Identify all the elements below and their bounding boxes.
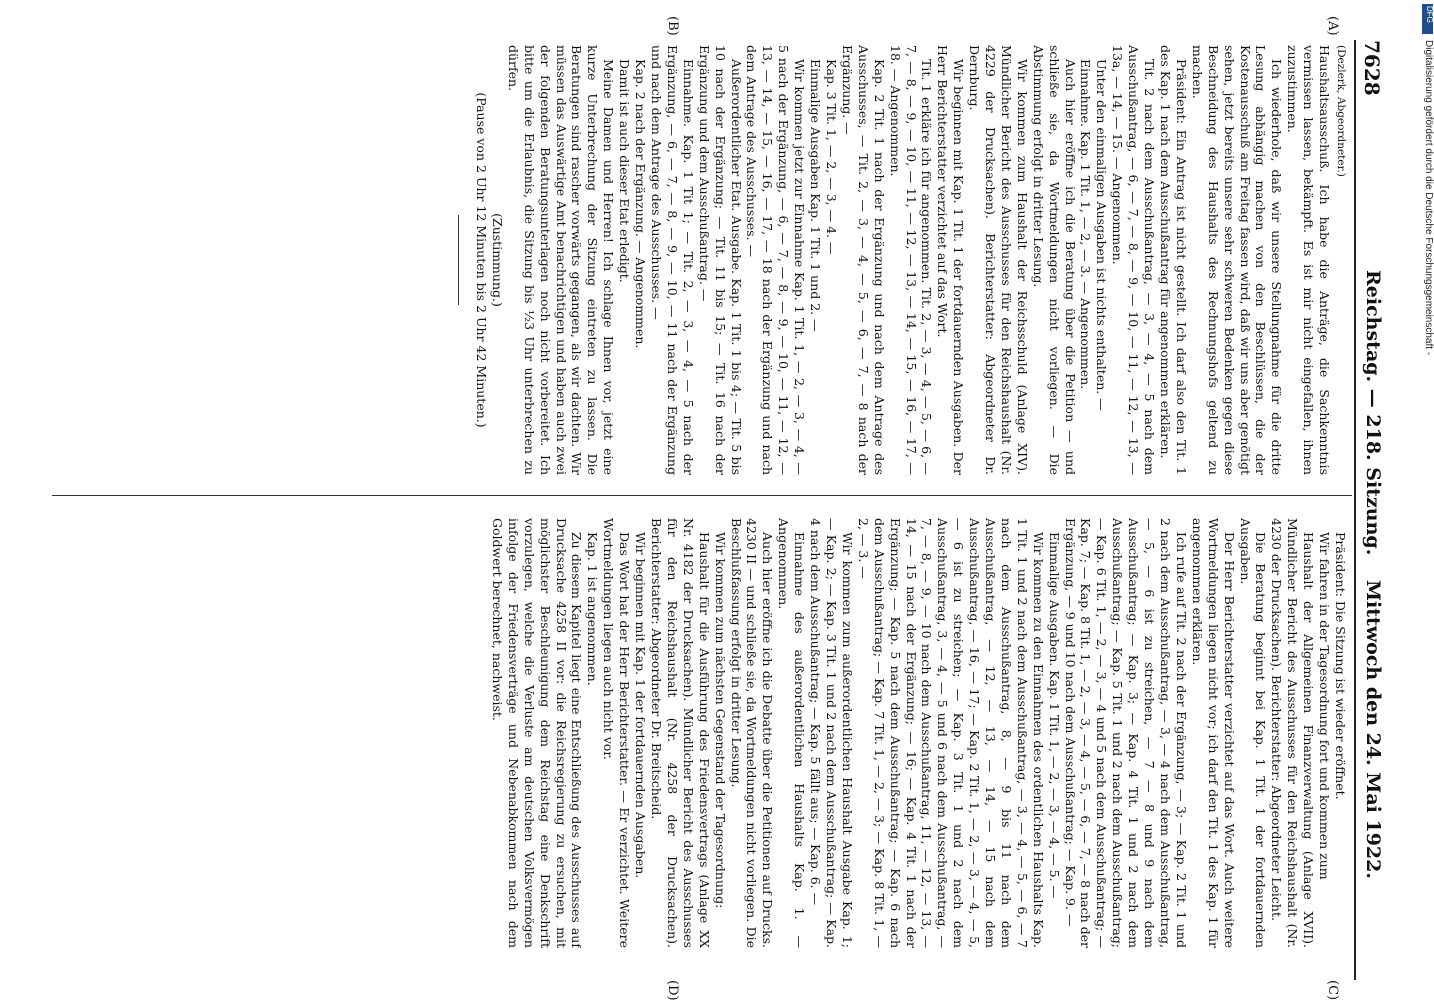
header-date: Mittwoch den 24. Mai 1922. (1362, 580, 1384, 879)
margin-letter-b: (B) (665, 16, 680, 36)
paragraph: Tit. 1 erkläre ich für angenommen. Tit. 2, — 3, — 4, — 5, — 6, — 7, — 8, — 9, — 10, — 11, — 12, — 13, — 14, — 15, — 16, — 17, — 18. — Angenommen. (887, 45, 935, 475)
paragraph: Wir beginnen mit Kap. 1 der fortdauernden Ausgaben. (633, 532, 649, 879)
paragraph: Kap. 1 ist angenommen. (585, 532, 601, 686)
rotated-page (20, 0, 1400, 1000)
dfg-logo: DFG (1422, 4, 1433, 34)
paragraph: Haushaltsausschuß. Ich habe die Anträge, die Sachkenntnis vermissen lassen, bekämpft. Es ist mir nicht eingefallen, ihnen zuzustimmen. (1285, 45, 1333, 475)
paragraph: Wir kommen zum Haushalt der Reichsschuld (Anlage XIV). Mündlicher Bericht des Ausschusses für den Reichshaushalt (Nr. 4229 der Drucksachen). Berichterstatter: Abgeordneter Dr. Dernburg. (967, 45, 1030, 475)
paragraph: Auch hier eröffne ich die Debatte über die Petitionen auf Drucks. 4230 II — und schließe sie, da Wortmeldungen nicht vorliegen. Die Beschlußfassung erfolgt in dritter Lesung. (728, 518, 776, 948)
paragraph: Ich wiederhole, daß wir unsere Stellungnahme für die dritte Lesung abhängig machen von den Beschlüssen, die der Kostenausschuß am Freitag fassen wird, daß wir uns aber genötigt sehen, jetzt bereits unsere sehr schweren Bedenken gegen diese Beschneidung des Haushalts des Rechnungshofs geltend zu machen. (1189, 45, 1285, 475)
page-number: 7628 (1360, 40, 1384, 96)
paragraph: Das Wort hat der Herr Berichterstatter. — Er verzichtet. Weitere Wortmeldungen liegen auch nicht vor. (601, 518, 633, 948)
speaker-note: (Dezlerk, Abgeordneter.) (1335, 45, 1347, 177)
margin-letter-d: (D) (665, 980, 680, 1001)
paragraph: Ich rufe auf Tit. 2 nach der Ergänzung, — 3; — Kap. 2 Tit. 1 und 2 nach dem Ausschußantrag, — 3, — 4 nach dem Ausschußantrag, — 5, — 6 ist zu streichen, — 7 — 8 und 9 nach dem Ausschußantrag; — Kap. 3; — Kap. 4 Tit. 1 und 2 nach dem Ausschußantrag; — Kap. 5 Tit. 1 und 2 nach dem Ausschußantrag; — Kap. 6 Tit. 1, — 2, — 3, — 4 und 5 nach dem Ausschußantrag; — Kap. 7; — Kap. 8 Tit. 1, — 2, — 3, — 4, — 5, — 6, — 7, — 8 nach der Ergänzung, — 9 und 10 nach dem Ausschußantrag; — Kap. 9. — (1062, 518, 1189, 948)
margin-letter-c: (C) (1325, 980, 1340, 1001)
paragraph: Die Beratung beginnt bei Kap. 1 Tit. 1 der fortdauernden Ausgaben. (1237, 518, 1269, 948)
applause-note: (Zustimmung.) (489, 213, 505, 307)
section-rule (458, 215, 459, 305)
column-divider (52, 495, 1352, 496)
paragraph: Kap. 2 nach der Ergänzung. — Angenommen. (633, 59, 649, 349)
paragraph: Der Herr Berichterstatter verzichtet auf das Wort. Auch weitere Wortmeldungen liegen nicht vor; ich darf den Tit. 1 des Kap. 1 für angenommen erklären. (1189, 518, 1237, 948)
paragraph: Haushalt für die Ausführung des Friedensvertrags (Anlage XX Nr. 4182 der Drucksachen). Mündlicher Bericht des Ausschusses für den Reichshaushalt (Nr. 4258 der Drucksachen). Berichterstatter: Abgeordneter Dr. Breitscheid. (649, 518, 712, 948)
paragraph: Einmalige Ausgaben. Kap. 1 Tit. 1, — 2, — 3, — 4, — 5. — (1046, 532, 1062, 899)
page-header (1358, 40, 1392, 1000)
paragraph: Damit ist auch dieser Etat erledigt. (617, 59, 633, 283)
paragraph: Wir kommen zu den Einnahmen des ordentlichen Haushalts Kap. 1 Tit. 1 und 2 nach dem Ausschußantrag, — 3, — 4, — 5, — 6, — 7 nach dem Ausschußantrag, 8, — 9 bis 11 nach dem Ausschußantrag, — 12, — 13, — 14, — 15 nach dem Ausschußantrag, — 16, — 17; — Kap. 2 Tit. 1, — 2, — 3, — 4, — 5, — 6 ist zu streichen; — Kap. 3 Tit. 1 und 2 nach dem Ausschußantrag, 3, — 4, — 5 und 6 nach dem Ausschußantrag, — 7, — 8, — 9, — 10 nach dem Ausschußantrag, 11, — 12, — 13, — 14, — 15 nach der Ergänzung; — 16; — Kap. 4 Tit. 1 nach der Ergänzung; — Kap. 5 nach dem Ausschußantrag; — Kap. 6 nach dem Ausschußantrag; — Kap. 7 Tit. 1, — 2, — 3; — Kap. 8 Tit. 1, — 2, — 3. — (855, 518, 1046, 948)
paragraph: Kap. 3 Tit. 1, — 2, — 3, — 4. — (824, 59, 839, 255)
paragraph: Präsident: Ein Antrag ist nicht gestellt. Ich darf also den Tit. 1 des Kap. 1 nach dem Ausschußantrag für angenommen erklären. (1158, 45, 1189, 475)
paragraph: Außerordentlicher Etat. Ausgabe. Kap. 1 Tit. 1 bis 4; — Tit. 5 bis 10 nach der Ergänzung; — Tit. 11 bis 15; — Tit. 16 nach der Ergänzung und dem Ausschußantrag. — (696, 45, 744, 475)
paragraph: Meine Damen und Herren! Ich schlage Ihnen vor, jetzt eine kurze Unterbrechung der Sitzung eintreten zu lassen. Die Beratungen sind rascher vorwärts gegangen, als wir dachten. Wir müssen das Auswärtige Amt benachrichtigen und haben auch zwei der folgenden Beratungsunterlagen noch nicht vorbereitet. Ich bitte um die Erlaubnis, die Sitzung bis ½3 Uhr unterbrechen zu dürfen. (505, 45, 617, 475)
digitization-credit: Digitalisierung gefördert durch die Deutsche Forschungsgemeinschaft - (1423, 40, 1434, 356)
pause-note: (Pause von 2 Uhr 12 Minuten bis 2 Uhr 42 Minuten.) (474, 92, 490, 428)
paragraph: Präsident: Die Sitzung ist wieder eröffnet. (1333, 532, 1348, 800)
paragraph: Wir kommen zum außerordentlichen Haushalt Ausgabe Kap. 1; — Kap. 2; — Kap. 3 Tit. 1 und 2 nach dem Ausschußantrag; — Kap. 4 nach dem Ausschußantrag; — Kap. 5 fällt aus; — Kap. 6. — (808, 518, 855, 948)
margin-letter-a: (A) (1325, 16, 1340, 36)
paragraph: Tit. 2 nach dem Ausschußantrag, — 3, — 4, — 5 nach dem Ausschußantrag, — 6, — 7, — 8, — 9, — 10, — 11, — 12, — 13, — 13a, — 14, — 15. — Angenommen. (1110, 45, 1158, 475)
paragraph: Wir beginnen mit Kap. 1 Tit. 1 der fortdauernden Ausgaben. Der Herr Berichterstatter verzichtet auf das Wort. (935, 45, 967, 475)
header-rule (1354, 40, 1356, 980)
left-column (52, 45, 1348, 475)
paragraph: Einnahme. Kap. 1 Tit. 1, — 2, — 3. — Angenommen. (1078, 59, 1094, 390)
paragraph: Einmalige Ausgaben Kap. 1 Tit. 1 und 2. — (808, 59, 824, 332)
paragraph: Wir fahren in der Tagesordnung fort und kommen zum (1317, 532, 1333, 880)
paragraph: Wir kommen zum nächsten Gegenstand der Tagesordnung: (712, 532, 728, 909)
paragraph: Zu diesem Kapitel liegt eine Entschließung des Ausschusses auf Drucksache 4258 II vor: die Reichsregierung zu ersuchen, mit möglichster Beschleunigung dem Reichstag eine Denkschrift vorzulegen, welche die Verluste am deutschen Volksvermögen infolge der Friedensverträge und Nebenabkommen nach dem Goldwert berechnet, nachweist. (489, 518, 585, 948)
header-session: Reichstag. — 218. Sitzung. (1362, 270, 1384, 556)
paragraph: Einnahme des außerordentlichen Haushalts Kap. 1. — Angenommen. (776, 518, 808, 948)
paragraph: Kap. 2 Tit. 1 nach der Ergänzung und nach dem Antrage des Ausschusses, — Tit. 2, — 3, — 4, — 5, — 6, — 7, — 8 nach der Ergänzung. — (839, 45, 887, 475)
right-column (52, 518, 1348, 948)
paragraph: Unter den einmaligen Ausgaben ist nichts enthalten. — (1094, 59, 1110, 411)
paragraph: Wir kommen jetzt zur Einnahme Kap. 1 Tit. 1, — 2, — 3, — 4, — 5 nach der Ergänzung, — 6, — 7, — 8, — 9, — 10, — 11, — 12, — 13, — 14, — 15, — 16, — 17, — 18 nach der Ergänzung und nach dem Antrage des Ausschusses. — (744, 45, 808, 475)
paragraph: Auch hier eröffne ich die Beratung über die Petition — und schließe sie, da Wortmeldungen nicht vorliegen. — Die Abstimmung erfolgt in dritter Lesung. (1030, 45, 1078, 475)
paragraph: Haushalt der Allgemeinen Finanzverwaltung (Anlage XVII). Mündlicher Bericht des Ausschusses für den Reichshaushalt (Nr. 4230 der Drucksachen). Berichterstatter: Abgeordneter Leicht. (1269, 518, 1317, 948)
paragraph: Einnahme. Kap. 1 Tit 1; — Tit. 2, — 3, — 4, — 5 nach der Ergänzung, — 6, — 7, — 8, — 9, — 10, — 11 nach der Ergänzung und nach dem Antrage des Ausschusses. — (649, 45, 696, 475)
